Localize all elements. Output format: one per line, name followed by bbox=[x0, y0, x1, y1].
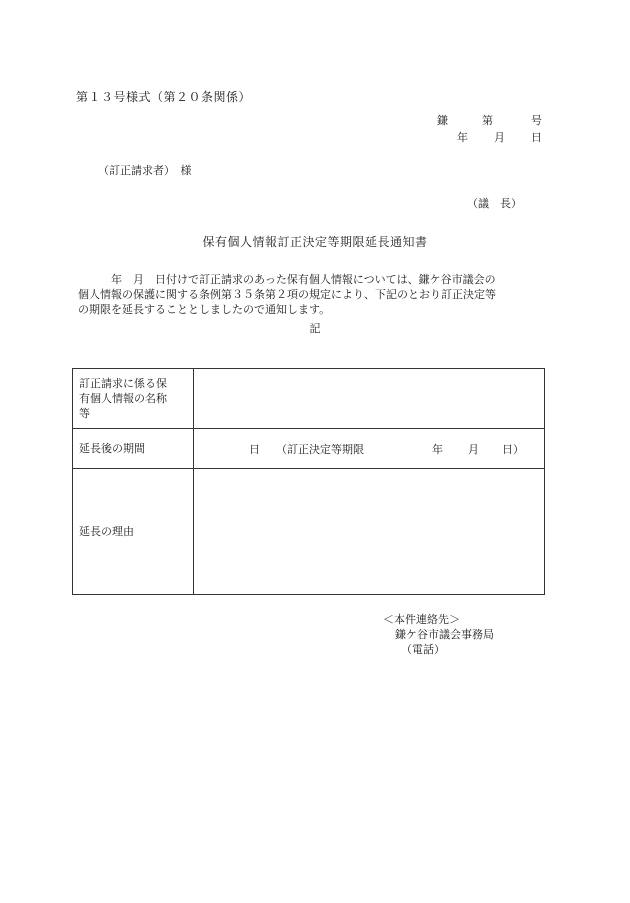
contact-block bbox=[383, 612, 494, 657]
label-line: 等 bbox=[79, 407, 90, 420]
form-number: 第１３号様式（第２０条関係） bbox=[76, 90, 252, 104]
contact-heading: ＜本件連絡先＞ bbox=[383, 613, 460, 626]
body-line: 個人情報の保護に関する条例第３５条第２項の規定により、下記のとおり訂正決定等 bbox=[78, 288, 496, 301]
label-line: 有個人情報の名称 bbox=[79, 392, 167, 405]
body-paragraph bbox=[78, 272, 552, 317]
table-row bbox=[73, 469, 545, 595]
date-day: 日 bbox=[531, 131, 542, 144]
period-deadline-label: （訂正決定等期限 bbox=[276, 443, 364, 456]
extension-info-table bbox=[72, 368, 545, 595]
date-month: 月 bbox=[494, 131, 505, 144]
doc-number-prefix: 鎌 bbox=[437, 114, 448, 127]
document-title: 保有個人情報訂正決定等期限延長通知書 bbox=[202, 235, 428, 249]
contact-office: 鎌ケ谷市議会事務局 bbox=[395, 628, 494, 641]
doc-number-dai: 第 bbox=[482, 114, 493, 127]
period-date: 日） bbox=[502, 443, 524, 456]
sender-line: （議 長） bbox=[467, 197, 522, 210]
info-name-value bbox=[194, 369, 545, 429]
period-day: 日 bbox=[249, 443, 260, 456]
body-line: の期限を延長することとしましたので通知します。 bbox=[78, 303, 331, 316]
reason-value bbox=[194, 469, 545, 595]
date-year: 年 bbox=[457, 131, 468, 144]
period-value bbox=[194, 429, 545, 469]
contact-phone: （電話） bbox=[401, 643, 445, 656]
body-line: 年 月 日付けで訂正請求のあった保有個人情報については、鎌ケ谷市議会の bbox=[78, 273, 496, 286]
document-number bbox=[437, 112, 542, 128]
recipient-line: （訂正請求者） 様 bbox=[98, 164, 192, 177]
period-label: 延長後の期間 bbox=[73, 429, 194, 469]
table-row bbox=[73, 369, 545, 429]
info-name-label bbox=[73, 369, 194, 429]
reason-label: 延長の理由 bbox=[73, 469, 194, 595]
label-line: 訂正請求に係る保 bbox=[79, 377, 167, 390]
period-year: 年 bbox=[432, 443, 443, 456]
table-row bbox=[73, 429, 545, 469]
doc-number-go: 号 bbox=[531, 114, 542, 127]
document-date bbox=[457, 129, 542, 145]
period-month: 月 bbox=[468, 443, 479, 456]
ki-heading: 記 bbox=[309, 322, 321, 335]
